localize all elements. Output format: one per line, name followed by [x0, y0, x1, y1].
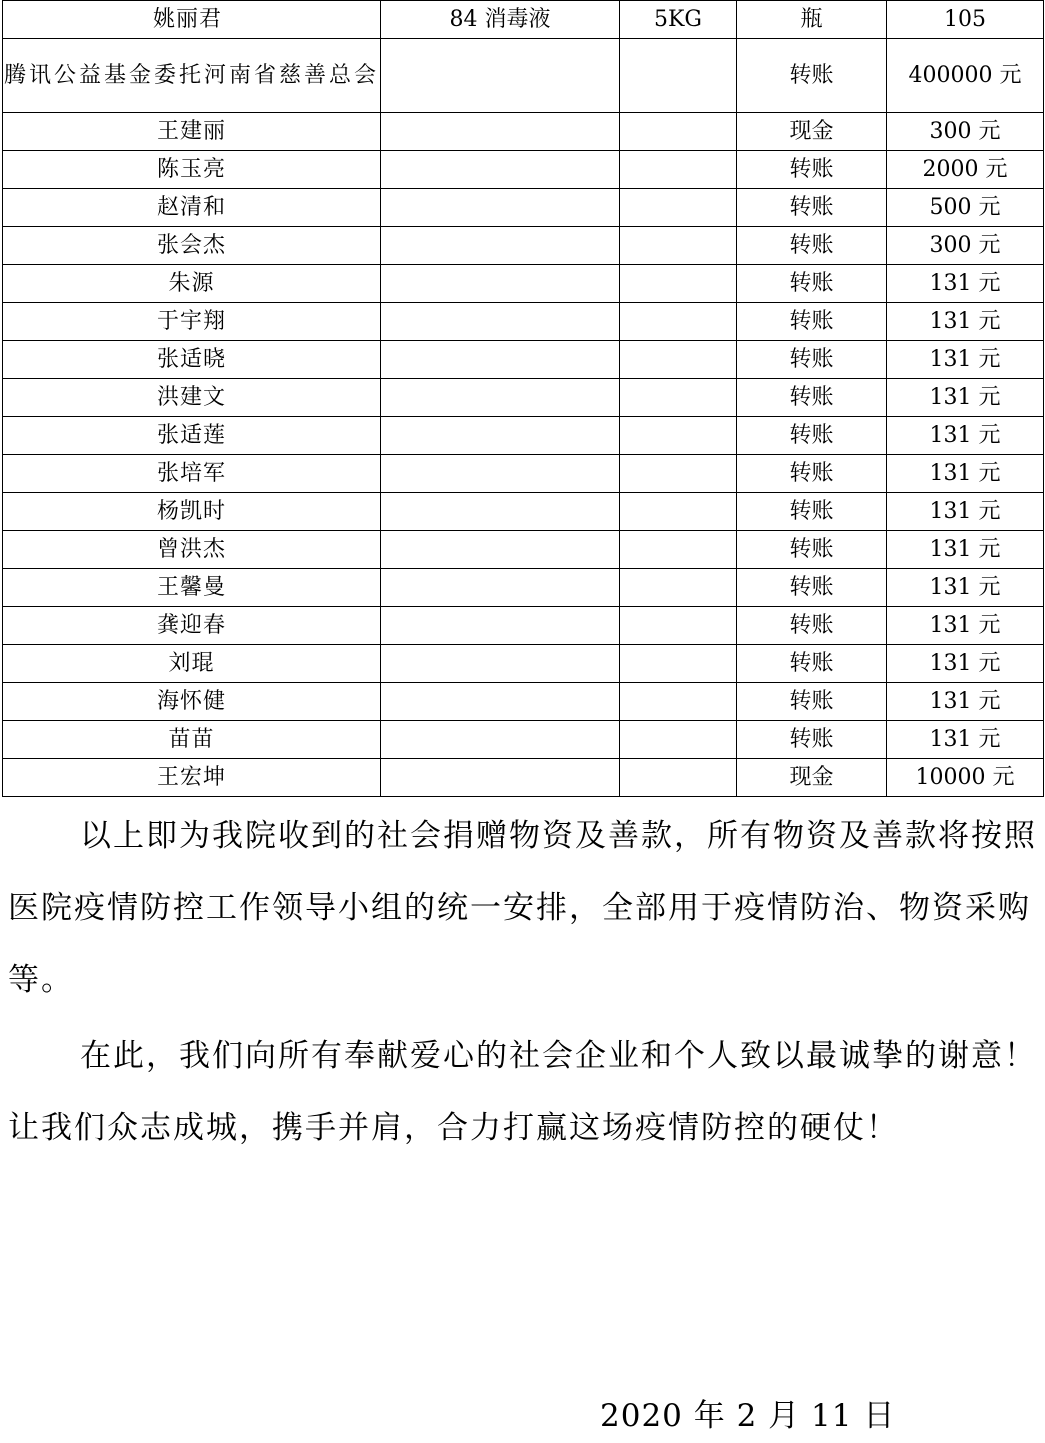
donated-item [381, 303, 620, 341]
donated-item [381, 683, 620, 721]
donated-item [381, 113, 620, 151]
item-spec [620, 39, 737, 113]
donation-method: 转账 [737, 417, 887, 455]
item-spec [620, 531, 737, 569]
donation-amount: 131 元 [887, 645, 1044, 683]
table-row [3, 569, 1044, 607]
table-row [3, 189, 1044, 227]
donated-item [381, 759, 620, 797]
donation-table [2, 0, 1044, 797]
donation-table-body [3, 1, 1044, 797]
table-row [3, 645, 1044, 683]
donated-item [381, 455, 620, 493]
donor-name: 王宏坤 [3, 759, 381, 797]
donated-item [381, 151, 620, 189]
item-spec [620, 151, 737, 189]
donated-item [381, 531, 620, 569]
donated-item: 84 消毒液 [381, 1, 620, 39]
donated-item [381, 189, 620, 227]
item-spec [620, 265, 737, 303]
donor-name: 张培军 [3, 455, 381, 493]
item-spec [620, 493, 737, 531]
donor-name: 张会杰 [3, 227, 381, 265]
donor-name: 姚丽君 [3, 1, 381, 39]
donation-method: 现金 [737, 759, 887, 797]
item-spec [620, 303, 737, 341]
donation-amount: 131 元 [887, 569, 1044, 607]
donation-amount: 131 元 [887, 493, 1044, 531]
donated-item [381, 607, 620, 645]
item-spec [620, 607, 737, 645]
donation-method: 转账 [737, 303, 887, 341]
donation-method: 转账 [737, 455, 887, 493]
table-row [3, 607, 1044, 645]
item-spec [620, 759, 737, 797]
table-row [3, 455, 1044, 493]
table-row [3, 493, 1044, 531]
donor-name: 张适莲 [3, 417, 381, 455]
donated-item [381, 645, 620, 683]
donor-name: 王馨曼 [3, 569, 381, 607]
donation-method: 转账 [737, 39, 887, 113]
donation-amount: 10000 元 [887, 759, 1044, 797]
donated-item [381, 265, 620, 303]
closing-paragraph-1: 以上即为我院收到的社会捐赠物资及善款，所有物资及善款将按照医院疫情防控工作领导小组的统一安排，全部用于疫情防治、物资采购等。 [8, 818, 1037, 998]
donation-method: 转账 [737, 151, 887, 189]
item-spec: 5KG [620, 1, 737, 39]
table-row [3, 721, 1044, 759]
table-row [3, 531, 1044, 569]
item-spec [620, 379, 737, 417]
donation-method: 转账 [737, 379, 887, 417]
table-row [3, 113, 1044, 151]
table-row [3, 1, 1044, 39]
donor-name: 洪建文 [3, 379, 381, 417]
table-row [3, 341, 1044, 379]
table-row [3, 303, 1044, 341]
item-spec [620, 683, 737, 721]
item-spec [620, 417, 737, 455]
donation-amount: 131 元 [887, 265, 1044, 303]
donated-item [381, 721, 620, 759]
table-row [3, 39, 1044, 113]
donation-method: 转账 [737, 721, 887, 759]
donor-name: 陈玉亮 [3, 151, 381, 189]
donated-item [381, 379, 620, 417]
item-spec [620, 645, 737, 683]
donation-method: 转账 [737, 645, 887, 683]
item-spec [620, 721, 737, 759]
donor-name: 朱源 [3, 265, 381, 303]
item-spec [620, 227, 737, 265]
donated-item [381, 417, 620, 455]
donor-name: 龚迎春 [3, 607, 381, 645]
donation-method: 转账 [737, 341, 887, 379]
item-spec [620, 189, 737, 227]
table-row [3, 379, 1044, 417]
donor-name: 于宇翔 [3, 303, 381, 341]
donor-name: 曾洪杰 [3, 531, 381, 569]
donated-item [381, 493, 620, 531]
item-spec [620, 455, 737, 493]
item-spec [620, 341, 737, 379]
donation-method: 转账 [737, 265, 887, 303]
donation-amount: 131 元 [887, 683, 1044, 721]
donor-name: 海怀健 [3, 683, 381, 721]
closing-paragraph-2: 在此，我们向所有奉献爱心的社会企业和个人致以最诚挚的谢意！让我们众志成城，携手并肩，合力打赢这场疫情防控的硬仗！ [8, 1038, 1037, 1146]
donor-name: 腾讯公益基金委托河南省慈善总会 [3, 39, 381, 113]
donation-method: 瓶 [737, 1, 887, 39]
donated-item [381, 341, 620, 379]
donation-method: 转账 [737, 683, 887, 721]
donated-item [381, 569, 620, 607]
donation-amount: 131 元 [887, 721, 1044, 759]
donation-method: 转账 [737, 227, 887, 265]
table-row [3, 265, 1044, 303]
donation-amount: 300 元 [887, 113, 1044, 151]
donation-amount: 300 元 [887, 227, 1044, 265]
donation-amount: 105 [887, 1, 1044, 39]
donated-item [381, 227, 620, 265]
donated-item [381, 39, 620, 113]
donor-name: 王建丽 [3, 113, 381, 151]
donor-name: 张适晓 [3, 341, 381, 379]
donation-method: 转账 [737, 493, 887, 531]
donation-amount: 131 元 [887, 341, 1044, 379]
donation-amount: 131 元 [887, 379, 1044, 417]
table-row [3, 683, 1044, 721]
donation-amount: 400000 元 [887, 39, 1044, 113]
donation-amount: 131 元 [887, 417, 1044, 455]
document-date: 2020 年 2 月 11 日 [600, 1398, 896, 1434]
donor-name: 杨凯时 [3, 493, 381, 531]
donation-amount: 131 元 [887, 455, 1044, 493]
table-row [3, 227, 1044, 265]
donation-method: 转账 [737, 607, 887, 645]
donation-amount: 500 元 [887, 189, 1044, 227]
table-row [3, 151, 1044, 189]
item-spec [620, 569, 737, 607]
donor-name: 苗苗 [3, 721, 381, 759]
donation-method: 转账 [737, 189, 887, 227]
donor-name: 刘琨 [3, 645, 381, 683]
item-spec [620, 113, 737, 151]
table-row [3, 417, 1044, 455]
donation-amount: 2000 元 [887, 151, 1044, 189]
donation-method: 转账 [737, 531, 887, 569]
donation-method: 现金 [737, 113, 887, 151]
donation-amount: 131 元 [887, 531, 1044, 569]
donation-amount: 131 元 [887, 303, 1044, 341]
table-row [3, 759, 1044, 797]
donation-method: 转账 [737, 569, 887, 607]
donor-name: 赵清和 [3, 189, 381, 227]
donation-amount: 131 元 [887, 607, 1044, 645]
